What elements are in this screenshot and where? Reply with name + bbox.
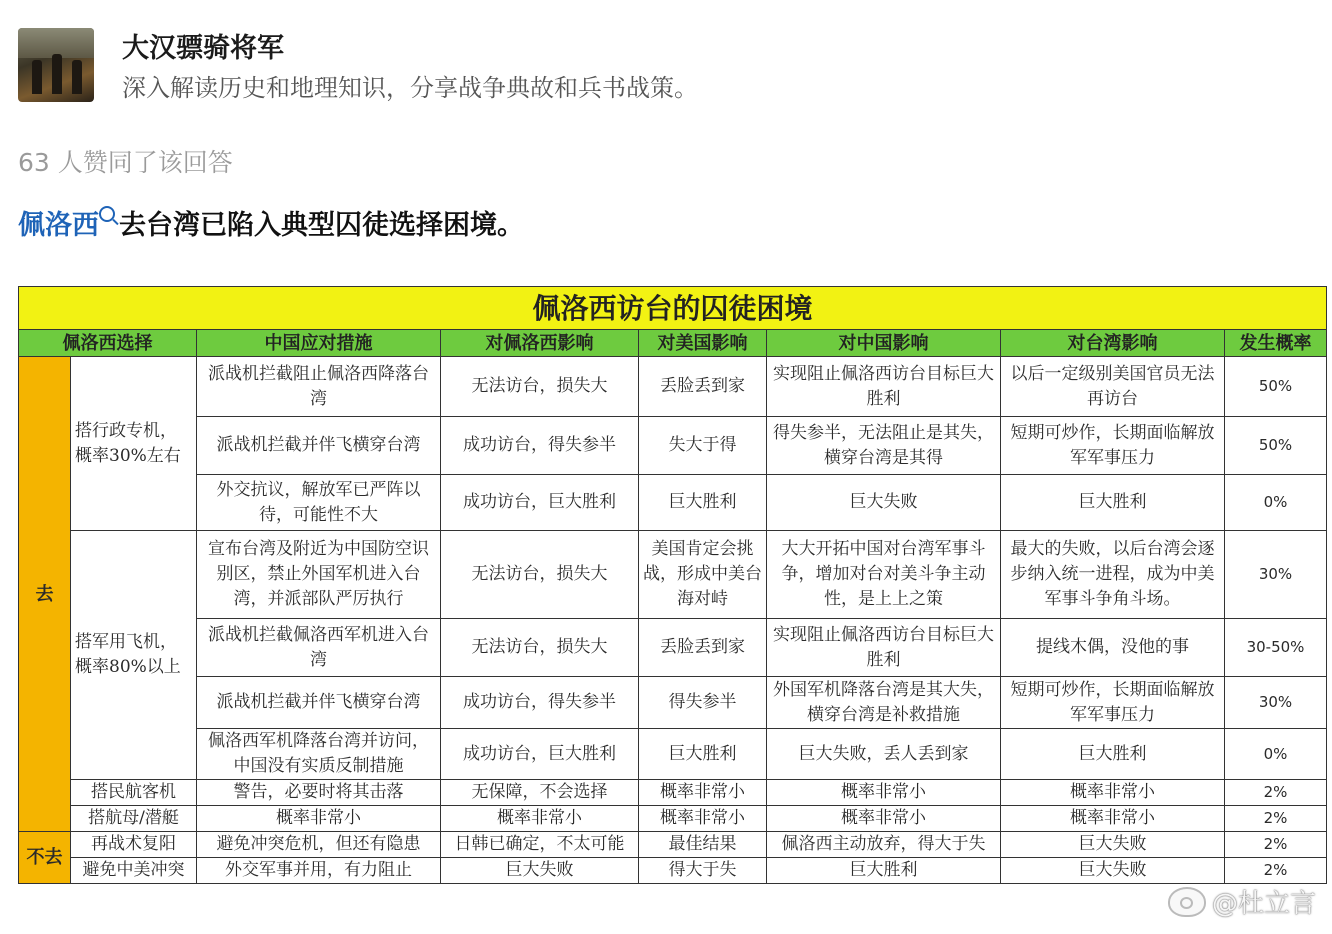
china-cell: 佩洛西主动放弃，得大于失: [767, 832, 1001, 858]
prob-cell: 0%: [1225, 729, 1327, 780]
pelosi-cell: 概率非常小: [441, 806, 639, 832]
author-avatar[interactable]: [18, 28, 94, 102]
go-label: 去: [19, 357, 71, 832]
measure-cell: 外交军事并用，有力阻止: [197, 858, 441, 884]
pelosi-cell: 成功访台，得失参半: [441, 677, 639, 729]
pelosi-cell: 日韩已确定，不太可能: [441, 832, 639, 858]
prob-cell: 2%: [1225, 858, 1327, 884]
us-cell: 得大于失: [639, 858, 767, 884]
pelosi-cell: 成功访台，巨大胜利: [441, 475, 639, 531]
table-row: [19, 475, 1327, 531]
measure-cell: 派战机拦截阻止佩洛西降落台湾: [197, 357, 441, 417]
us-cell: 丢脸丢到家: [639, 619, 767, 677]
measure-cell: 避免冲突危机，但还有隐患: [197, 832, 441, 858]
pelosi-cell: 无法访台，损失大: [441, 531, 639, 619]
choice-cell: 搭航母/潜艇: [71, 806, 197, 832]
prob-cell: 0%: [1225, 475, 1327, 531]
table-row: [19, 531, 1327, 619]
choice-cell: 搭行政专机，概率30%左右: [71, 357, 197, 531]
table-title: 佩洛西访台的囚徒困境: [19, 287, 1327, 330]
header-choice: 佩洛西选择: [19, 330, 197, 357]
search-icon[interactable]: [99, 206, 115, 222]
us-cell: 巨大胜利: [639, 475, 767, 531]
pelosi-cell: 成功访台，巨大胜利: [441, 729, 639, 780]
header-china: 对中国影响: [767, 330, 1001, 357]
table-row: [19, 357, 1327, 417]
taiwan-cell: 以后一定级别美国官员无法再访台: [1001, 357, 1225, 417]
prob-cell: 50%: [1225, 357, 1327, 417]
author-bio: 深入解读历史和地理知识，分享战争典故和兵书战策。: [122, 74, 698, 102]
us-cell: 最佳结果: [639, 832, 767, 858]
china-cell: 实现阻止佩洛西访台目标巨大胜利: [767, 619, 1001, 677]
table-row: [19, 858, 1327, 884]
likes-count: 63 人赞同了该回答: [18, 148, 233, 177]
taiwan-cell: 短期可炒作，长期面临解放军军事压力: [1001, 417, 1225, 475]
us-cell: 巨大胜利: [639, 729, 767, 780]
header-measure: 中国应对措施: [197, 330, 441, 357]
pelosi-cell: 成功访台，得失参半: [441, 417, 639, 475]
pelosi-cell: 巨大失败: [441, 858, 639, 884]
pelosi-cell: 无保障，不会选择: [441, 780, 639, 806]
header-taiwan: 对台湾影响: [1001, 330, 1225, 357]
pelosi-cell: 无法访台，损失大: [441, 357, 639, 417]
table-row: [19, 780, 1327, 806]
table-row: [19, 729, 1327, 780]
author-name[interactable]: 大汉骠骑将军: [122, 33, 284, 64]
measure-cell: 宣布台湾及附近为中国防空识别区，禁止外国军机进入台湾，并派部队严厉执行: [197, 531, 441, 619]
measure-cell: 派战机拦截并伴飞横穿台湾: [197, 677, 441, 729]
us-cell: 美国肯定会挑战，形成中美台海对峙: [639, 531, 767, 619]
taiwan-cell: 巨大胜利: [1001, 729, 1225, 780]
choice-cell: 避免中美冲突: [71, 858, 197, 884]
us-cell: 概率非常小: [639, 780, 767, 806]
prob-cell: 30-50%: [1225, 619, 1327, 677]
weibo-watermark: [1168, 883, 1316, 920]
china-cell: 概率非常小: [767, 806, 1001, 832]
taiwan-cell: 概率非常小: [1001, 806, 1225, 832]
taiwan-cell: 巨大失败: [1001, 832, 1225, 858]
measure-cell: 概率非常小: [197, 806, 441, 832]
us-cell: 得失参半: [639, 677, 767, 729]
headline-text: 去台湾已陷入典型囚徒选择困境。: [119, 210, 524, 241]
china-cell: 得失参半，无法阻止是其失，横穿台湾是其得: [767, 417, 1001, 475]
china-cell: 巨大失败，丢人丢到家: [767, 729, 1001, 780]
china-cell: 大大开拓中国对台湾军事斗争，增加对台对美斗争主动性，是上上之策: [767, 531, 1001, 619]
table-row: [19, 619, 1327, 677]
answer-headline: [18, 203, 524, 242]
prob-cell: 2%: [1225, 806, 1327, 832]
prob-cell: 2%: [1225, 832, 1327, 858]
taiwan-cell: 提线木偶，没他的事: [1001, 619, 1225, 677]
measure-cell: 佩洛西军机降落台湾并访问，中国没有实质反制措施: [197, 729, 441, 780]
header-pelosi: 对佩洛西影响: [441, 330, 639, 357]
avatar-figure: [52, 54, 62, 94]
china-cell: 概率非常小: [767, 780, 1001, 806]
measure-cell: 警告，必要时将其击落: [197, 780, 441, 806]
prisoner-dilemma-table: [18, 286, 1327, 884]
measure-cell: 派战机拦截佩洛西军机进入台湾: [197, 619, 441, 677]
pelosi-cell: 无法访台，损失大: [441, 619, 639, 677]
prob-cell: 30%: [1225, 531, 1327, 619]
table-row: [19, 832, 1327, 858]
header-probability: 发生概率: [1225, 330, 1327, 357]
choice-cell: 搭军用飞机，概率80%以上: [71, 531, 197, 780]
choice-cell: 再战术复阳: [71, 832, 197, 858]
us-cell: 概率非常小: [639, 806, 767, 832]
watermark-text: @杜立言: [1211, 889, 1316, 919]
china-cell: 巨大失败: [767, 475, 1001, 531]
taiwan-cell: 巨大胜利: [1001, 475, 1225, 531]
china-cell: 实现阻止佩洛西访台目标巨大胜利: [767, 357, 1001, 417]
avatar-figure: [72, 60, 82, 94]
measure-cell: 外交抗议，解放军已严阵以待，可能性不大: [197, 475, 441, 531]
nogo-label: 不去: [19, 832, 71, 884]
header-us: 对美国影响: [639, 330, 767, 357]
avatar-figure: [32, 60, 42, 94]
taiwan-cell: 短期可炒作，长期面临解放军军事压力: [1001, 677, 1225, 729]
weibo-icon: [1168, 887, 1206, 917]
choice-cell: 搭民航客机: [71, 780, 197, 806]
search-keyword-link[interactable]: 佩洛西: [18, 210, 99, 241]
us-cell: 丢脸丢到家: [639, 357, 767, 417]
taiwan-cell: 概率非常小: [1001, 780, 1225, 806]
prob-cell: 50%: [1225, 417, 1327, 475]
china-cell: 巨大胜利: [767, 858, 1001, 884]
taiwan-cell: 巨大失败: [1001, 858, 1225, 884]
measure-cell: 派战机拦截并伴飞横穿台湾: [197, 417, 441, 475]
table-row: [19, 806, 1327, 832]
prob-cell: 30%: [1225, 677, 1327, 729]
us-cell: 失大于得: [639, 417, 767, 475]
prob-cell: 2%: [1225, 780, 1327, 806]
table-row: [19, 677, 1327, 729]
table-row: [19, 417, 1327, 475]
china-cell: 外国军机降落台湾是其大失，横穿台湾是补救措施: [767, 677, 1001, 729]
taiwan-cell: 最大的失败，以后台湾会逐步纳入统一进程，成为中美军事斗争角斗场。: [1001, 531, 1225, 619]
